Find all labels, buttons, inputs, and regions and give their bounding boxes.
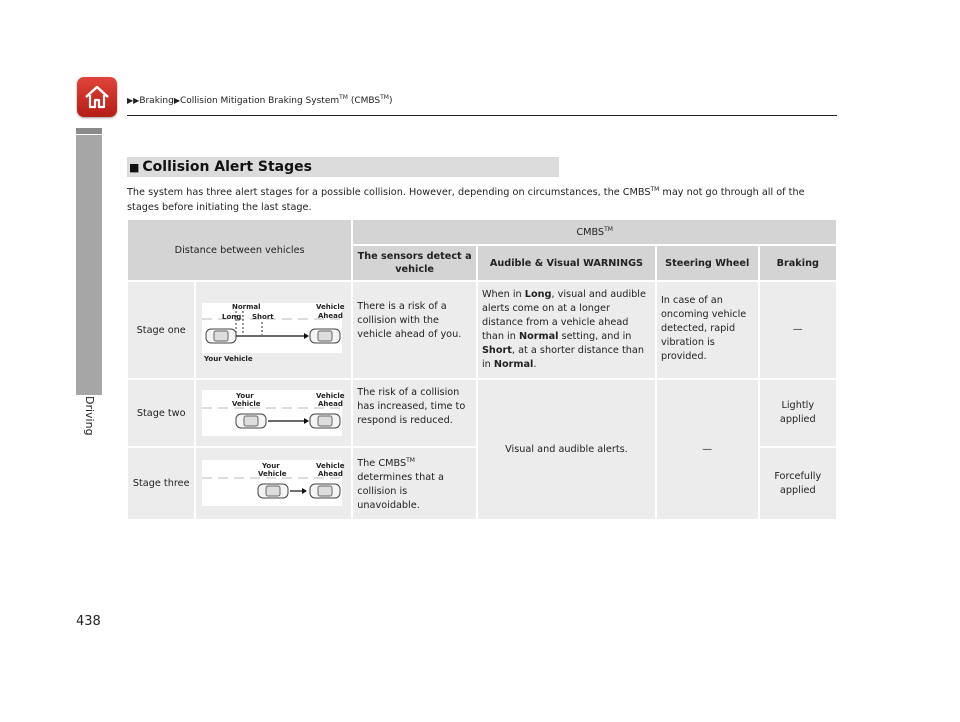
stage-two-diagram xyxy=(196,380,351,446)
breadcrumb-cmbs-link[interactable]: Collision Mitigation Braking System™ (CMBS™) xyxy=(180,94,393,106)
breadcrumb-arrows-icon: ▶▶ xyxy=(127,96,140,105)
section-title: ■ Collision Alert Stages xyxy=(127,157,559,177)
stage-two-braking: Lightly applied xyxy=(760,380,836,446)
diagram-your-label: Your xyxy=(262,462,281,471)
alert-stages-table xyxy=(126,218,838,521)
distance-header: Distance between vehicles xyxy=(128,220,351,280)
vehicle-ahead-car-icon xyxy=(310,329,340,343)
breadcrumb xyxy=(127,94,392,106)
diagram-ahead-label: Ahead xyxy=(318,399,344,408)
your-car-icon xyxy=(258,484,288,498)
col-steering: Steering Wheel xyxy=(657,246,758,280)
stage-one-warnings: When in Long, visual and audible alerts come on at a longer distance from a vehicle ahead than in Normal setting, and in Short, at a shorter distance than in Normal. xyxy=(478,282,655,378)
shared-warnings: Visual and audible alerts. xyxy=(478,380,655,519)
stage-three-diagram xyxy=(196,448,351,519)
diagram-ahead-label: Ahead xyxy=(318,470,344,479)
stage-one-diagram xyxy=(196,282,351,378)
cmbs-header: CMBS™ xyxy=(353,220,836,244)
diagram-your-label: Your xyxy=(236,391,255,400)
your-car-icon xyxy=(236,414,266,428)
header-rule xyxy=(127,115,837,116)
vehicle-ahead-car-icon xyxy=(310,484,340,498)
stage-one-sensors: There is a risk of a collision with the vehicle ahead of you. xyxy=(353,282,476,378)
breadcrumb-braking-link[interactable]: Braking xyxy=(139,96,174,106)
diagram-long-label: Long xyxy=(222,312,242,321)
stage-one-steering: In case of an oncoming vehicle detected, rapid vibration is provided. xyxy=(657,282,758,378)
diagram-your-vehicle-small-label: Vehicle xyxy=(232,399,261,408)
page-number: 438 xyxy=(76,614,101,629)
breadcrumb-arrow-icon: ▶ xyxy=(173,96,180,105)
diagram-normal-label: Normal xyxy=(232,302,261,311)
vehicle-ahead-car-icon xyxy=(310,414,340,428)
diagram-vehicle-label: Vehicle xyxy=(316,391,345,400)
stage-two-sensors: The risk of a collision has increased, time to respond is reduced. xyxy=(353,380,476,446)
intro-paragraph: The system has three alert stages for a possible collision. However, depending on circumstances, the CMBS™ may not go through all of the stages before initiating the last stage. xyxy=(127,186,805,213)
col-braking: Braking xyxy=(760,246,836,280)
stage-two-label: Stage two xyxy=(128,380,194,446)
diagram-ahead-label: Ahead xyxy=(318,311,344,320)
side-tab xyxy=(76,135,102,395)
stage-three-label: Stage three xyxy=(128,448,194,519)
side-tab-cap xyxy=(76,128,102,134)
home-icon xyxy=(83,83,111,111)
shared-steering: — xyxy=(657,380,758,519)
your-car-icon xyxy=(206,329,236,343)
section-marker-icon: ■ xyxy=(129,161,140,174)
col-warnings: Audible & Visual WARNINGS xyxy=(478,246,655,280)
home-button[interactable] xyxy=(77,77,117,117)
stage-one-label: Stage one xyxy=(128,282,194,378)
chapter-label: Driving xyxy=(83,396,96,436)
diagram-vehicle-label: Vehicle xyxy=(316,302,345,311)
stage-three-braking: Forcefully applied xyxy=(760,448,836,519)
diagram-short-label: Short xyxy=(252,312,275,321)
col-sensors: The sensors detect a vehicle xyxy=(353,246,476,280)
diagram-vehicle-label: Vehicle xyxy=(316,462,345,471)
stage-three-sensors: The CMBS™ determines that a collision is unavoidable. xyxy=(353,448,476,519)
stage-one-braking: — xyxy=(760,282,836,378)
diagram-your-vehicle-small-label: Vehicle xyxy=(258,470,287,479)
diagram-your-vehicle-label: Your Vehicle xyxy=(204,354,253,363)
